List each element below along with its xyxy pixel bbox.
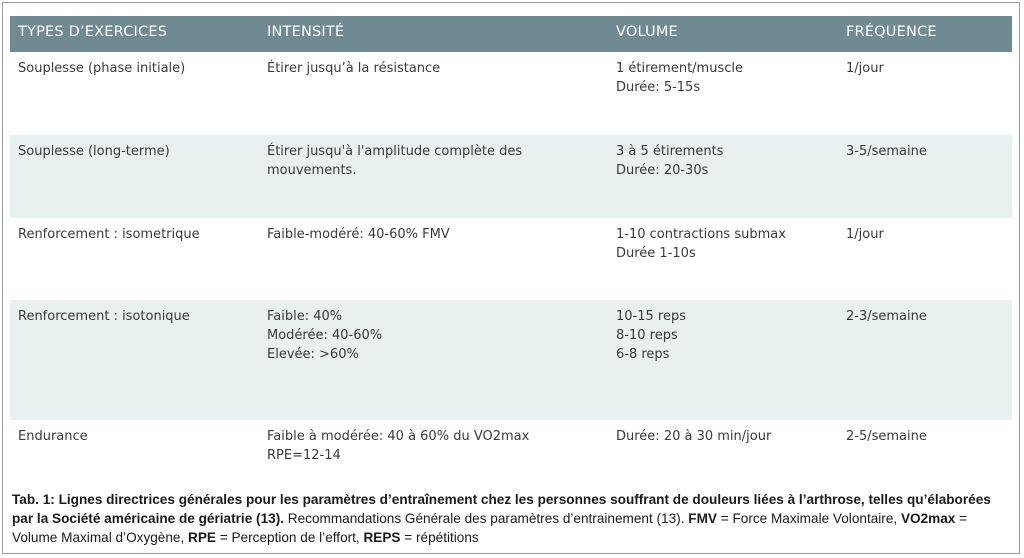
cell-type: Renforcement : isotonique: [18, 309, 190, 324]
cell-frequence: 1/jour: [846, 227, 884, 242]
cell-type: Renforcement : isometrique: [18, 227, 200, 242]
cell-frequence: 2-5/semaine: [846, 429, 927, 444]
table-row: [10, 300, 1012, 420]
caption-abbr: REPS: [363, 530, 401, 545]
cell-type: Souplesse (phase initiale): [18, 61, 186, 76]
cell-frequence: 3-5/semaine: [846, 144, 927, 159]
cell-volume: Durée: 20 à 30 min/jour: [616, 429, 772, 444]
table-caption: [12, 490, 1012, 547]
caption-definition: = Force Maximale Volontaire,: [716, 511, 901, 526]
caption-text: Recommandations Générale des paramètres d’entrainement (13).: [284, 511, 689, 526]
cell-intensite: Étirer jusqu'à l'amplitude complète des mouvements.: [267, 144, 523, 178]
caption-abbr: RPE: [188, 530, 216, 545]
table-header-row: [10, 16, 1012, 52]
cell-intensite: Étirer jusqu’à la résistance: [267, 61, 441, 76]
caption-definition: = Volume Maximal d’Oxygène,: [12, 511, 968, 545]
cell-type: Endurance: [18, 429, 88, 444]
table-row: [10, 52, 1012, 135]
caption-title: Tab. 1: Lignes directrices générales pour les paramètres d’entraînement chez les personnes souffrant de douleurs liées à l’arthrose, telles qu’élaborées par la Société américaine de gériatrie (13).: [12, 492, 991, 526]
cell-intensite: Faible: 40% Modérée: 40-60% Elevée: >60%: [267, 309, 383, 362]
table-row: [10, 420, 1012, 480]
table-row: [10, 135, 1012, 218]
exercise-guidelines-table: [10, 16, 1012, 480]
caption-abbr: FMV: [688, 511, 717, 526]
header-intensite: INTENSITÉ: [267, 24, 345, 40]
caption-definition: = Perception de l’effort,: [216, 530, 364, 545]
cell-frequence: 1/jour: [846, 61, 884, 76]
cell-volume: 3 à 5 étirements Durée: 20-30s: [616, 144, 724, 178]
cell-volume: 1 étirement/muscle Durée: 5-15s: [616, 61, 743, 95]
header-types: TYPES D’EXERCICES: [18, 24, 168, 40]
table-row: [10, 218, 1012, 300]
caption-definition: = répétitions: [400, 530, 479, 545]
caption-abbr: VO2max: [900, 511, 956, 526]
cell-type: Souplesse (long-terme): [18, 144, 170, 159]
cell-volume: 1-10 contractions submax Durée 1-10s: [616, 227, 786, 261]
header-frequence: FRÉQUENCE: [846, 24, 937, 40]
cell-intensite: Faible-modéré: 40-60% FMV: [267, 227, 450, 242]
cell-volume: 10-15 reps 8-10 reps 6-8 reps: [616, 309, 686, 362]
header-volume: VOLUME: [616, 24, 678, 40]
cell-intensite: Faible à modérée: 40 à 60% du VO2max RPE=12-14: [267, 429, 530, 463]
cell-frequence: 2-3/semaine: [846, 309, 927, 324]
